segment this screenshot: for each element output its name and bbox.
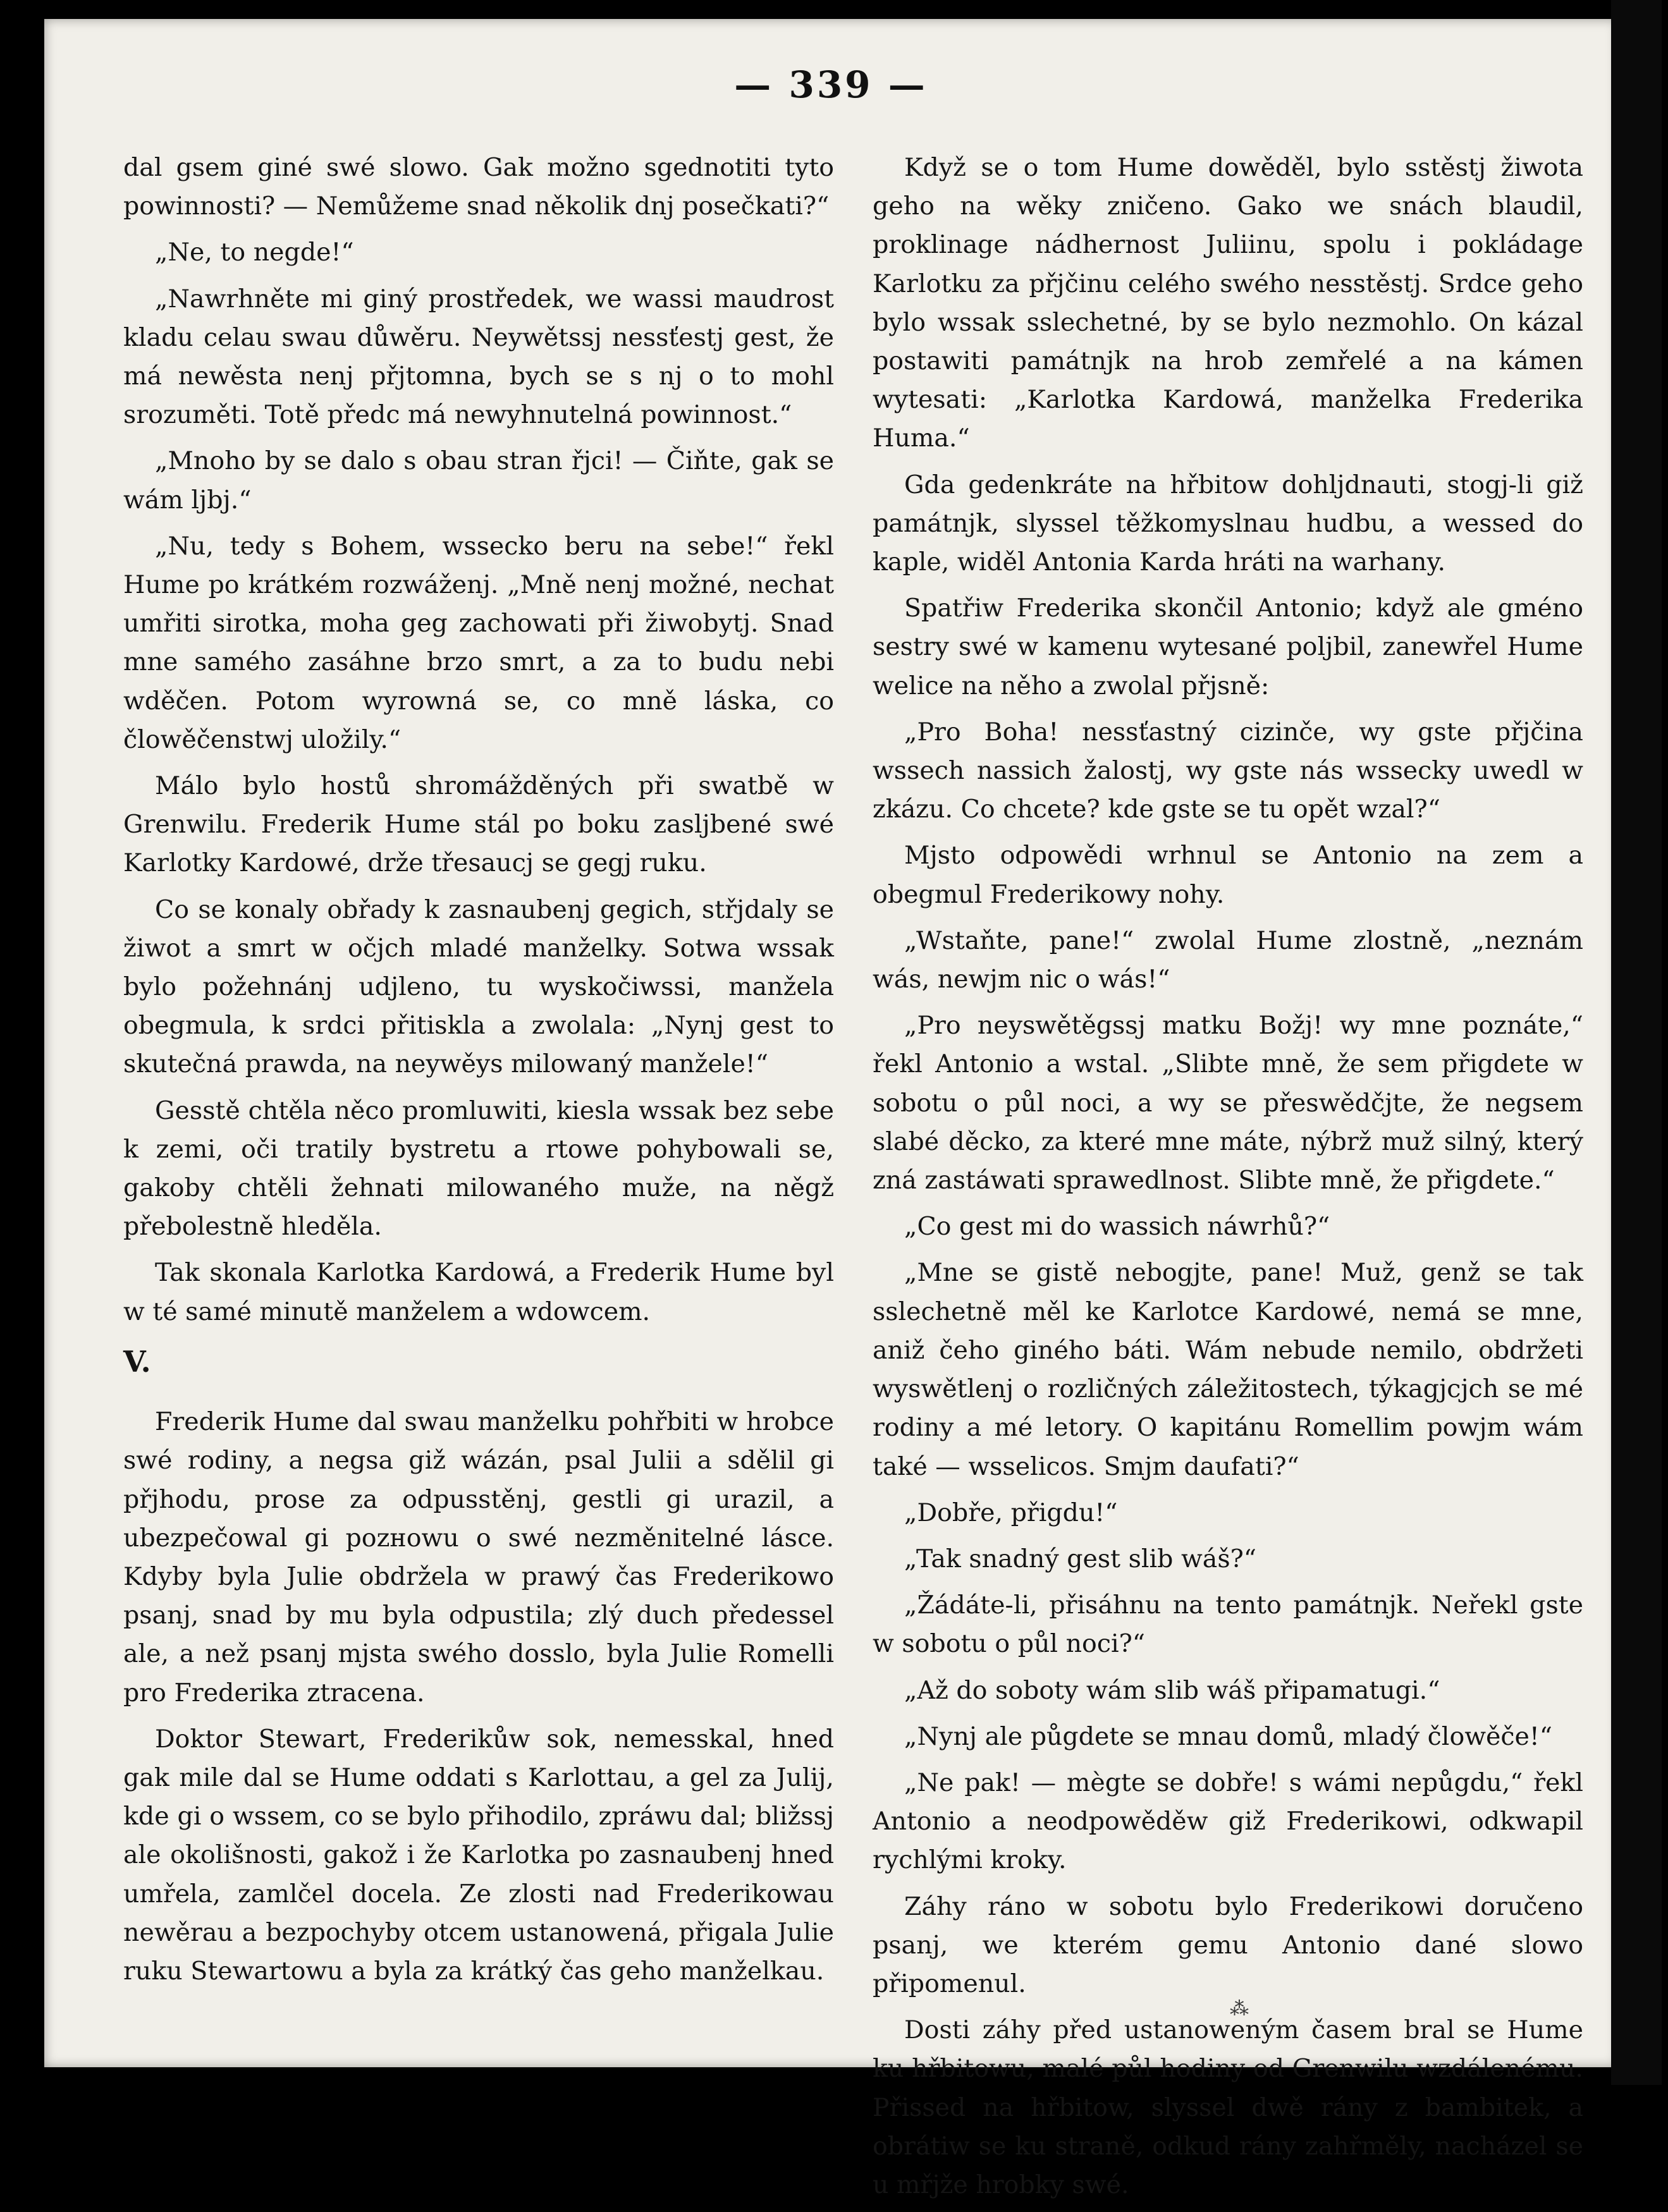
paragraph: dal gsem giné swé slowo. Gak možno sgednotiti tyto powinnosti? — Nemůžeme snad několik dnj posečkati?“ xyxy=(123,153,834,221)
paragraph: „Nu, tedy s Bohem, wssecko beru na sebe!“ řekl Hume po krátkém rozwáženj. „Mně nenj možné, nechat umřiti sirotka, moha geg zachowati při žiwobytj. Snad mne samého zasáhne brzo smrt, a za to budu nebi wděčen. Potom wyrowná se, co mně láska, co člowěčenstwj uložily.“ xyxy=(123,531,834,754)
paragraph: Mjsto odpowědi wrhnul se Antonio na zem a obegmul Frederikowy nohy. xyxy=(873,841,1583,909)
paragraph: Málo bylo hostů shromážděných při swatbě w Grenwilu. Frederik Hume stál po boku zasljbené swé Karlotky Kardowé, drže třesaucj se gegj ruku. xyxy=(123,771,834,878)
paragraph: Doktor Stewart, Frederikůw sok, nemesskal, hned gak mile dal se Hume oddati s Karlottau, a gel za Julij, kde gi o wssem, co se bylo přihodilo, zpráwu dal; bližssj ale okolišnosti, gakož i že Karlotka po zasnaubenj hned umřela, zamlčel docela. Ze zlosti nad Frederikowau newěrau a bezpochyby otcem ustanowená, přigala Julie ruku Stewartowu a byla za krátký čas geho manželkau. xyxy=(123,1724,834,1986)
paragraph: „Pro Boha! nessťastný cizinče, wy gste přjčina wssech nassich žalostj, wy gste nás wssecky uwedl w zkázu. Co chcete? kde gste se tu opět wzal?“ xyxy=(873,717,1583,824)
paragraph: „Ne, to negde!“ xyxy=(155,238,354,267)
paragraph: „Wstaňte, pane!“ zwolal Hume zlostně, „neznám wás, newjm nic o wás!“ xyxy=(873,926,1583,994)
paragraph: „Nynj ale půgdete se mnau domů, mladý člowěče!“ xyxy=(904,1721,1552,1751)
paragraph: Tak skonala Karlotka Kardowá, a Frederik Hume byl w té samé minutě manželem a wdowcem. xyxy=(123,1258,834,1326)
paragraph: Frederik Hume dal swau manželku pohřbiti w hrobce swé rodiny, a negsa giž wázán, psal Julii a sdělil gi přjhodu, prose za odpusstěnj, gestli gi urazil, a ubezpečowal gi pozнowu o swé nezměnitelné lásce. Kdyby byla Julie obdržela w prawý čas Frederikowo psanj, snad by mu byla odpustila; zlý duch předessel ale, a než psanj mjsta swého dosslo, byla Julie Romelli pro Frederika ztracena. xyxy=(123,1407,834,1708)
paragraph: Gesstě chtěla něco promluwiti, kiesla wssak bez sebe k zemi, oči tratily bystretu a rtowe pohybowali se, gakoby chtěli žehnati milowaného muže, na něgž přebolestně hleděla. xyxy=(123,1096,834,1242)
paragraph: Když se o tom Hume dowěděl, bylo sstěstj žiwota geho na wěky zničeno. Gako we snách blaudil, proklinage nádhernost Juliinu, spolu i pokládage Karlotku za přjčinu celého swého nesstěstj. Srdce geho bylo wssak sslechetné, by se bylo nezmohlo. On kázal postawiti památnjk na hrob zemřelé a na kámen wytesati: „Karlotka Kardowá, manželka Frederika Huma.“ xyxy=(873,153,1583,453)
book-page xyxy=(44,19,1617,2199)
paragraph: Spatřiw Frederika skončil Antonio; když ale gméno sestry swé w kamenu wytesané poljbil, zanewřel Hume welice na něho a zwolal přjsně: xyxy=(873,594,1583,700)
paragraph: Dosti záhy před ustanoweným časem bral se Hume ku hřbitowu, malé půl hodiny od Grenwilu wzdálenému. Přissed na hřbitow, slyssel dwě rány z bambitek, a obrátiw se ku straně, odkud rány zahřměly, nacházel se u mřjže hrobky swé. xyxy=(873,2015,1583,2199)
paragraph: „Nawrhněte mi giný prostředek, we wassi maudrost kladu celau swau důwěru. Neywětssj nessťestj gest, že má newěsta nenj přjtomna, bych se s nj o to mohl srozuměti. Totě předc má newyhnutelná powinnost.“ xyxy=(123,284,834,430)
paragraph: „Mnoho by se dalo s obau stran řjci! — Čiňte, gak se wám ljbj.“ xyxy=(123,446,834,515)
paragraph: „Až do soboty wám slib wáš připamatugi.“ xyxy=(904,1675,1440,1705)
paragraph: „Co gest mi do wassich náwrhů?“ xyxy=(904,1212,1330,1242)
footer-ornament: ⁂ xyxy=(1230,1998,1249,2020)
paragraph: „Pro neyswětěgssj matku Božj! wy mne poznáte,“ řekl Antonio a wstal. „Slibte mně, že sem přigdete w sobotu o půl noci, a wy se přeswědčjte, že negsem slabé děcko, za které mne máte, nýbrž muž silný, který zná zastáwati sprawedlnost. Slibte mně, že přigdete.“ xyxy=(873,1011,1583,1195)
paragraph: Gda gedenkráte na hřbitow dohljdnauti, stogj-li giž památnjk, slyssel těžkomyslnau hudbu, a wessed do kaple, widěl Antonia Karda hráti na warhany. xyxy=(873,470,1583,577)
paragraph: „Žádáte-li, přisáhnu na tento památnjk. Neřekl gste w sobotu o půl noci?“ xyxy=(873,1591,1583,1659)
paragraph: Co se konaly obřady k zasnaubenj gegich, střjdaly se žiwot a smrt w očjch mladé manželky. Sotwa wssak bylo požehnánj udjleno, tu wyskočiwssi, manželа obegmula, k srdci přitiskla a zwolala: „Nynj gest to skutečná prawda, na neywěys milowaný manžele!“ xyxy=(123,895,834,1079)
paragraph: „Dobře, přigdu!“ xyxy=(904,1498,1118,1527)
paragraph: „Ne pak! — mègte se dobře! s wámi nepůgdu,“ řekl Antonio a neodpowěděw giž Frederikowi, odkwapil rychlými kroky. xyxy=(873,1768,1583,1875)
page-number: — 339 — xyxy=(734,63,928,106)
paragraph: „Tak snadný gest slib wáš?“ xyxy=(904,1544,1256,1573)
paragraph: „Mne se gistě nebogjte, pane! Muž, genž se tak sslechetně měl ke Karlotce Kardowé, nemá se mne, aniž čeho giného báti. Wám nebude nemilo, obdržeti wyswětlenj o rozličných záležitostech, týkagjcjch se mé rodiny a mé letory. O kapitánu Romellim powjm wám také — wsselicos. Smjm daufati?“ xyxy=(873,1258,1583,1481)
left-column xyxy=(123,149,834,1998)
paragraph: Záhy ráno w sobotu bylo Frederikowi doručeno psanj, we kterém gemu Antonio dané slowo připomenul. xyxy=(873,1891,1583,1998)
section-heading: V. xyxy=(123,1344,151,1379)
right-column xyxy=(873,149,1583,2212)
